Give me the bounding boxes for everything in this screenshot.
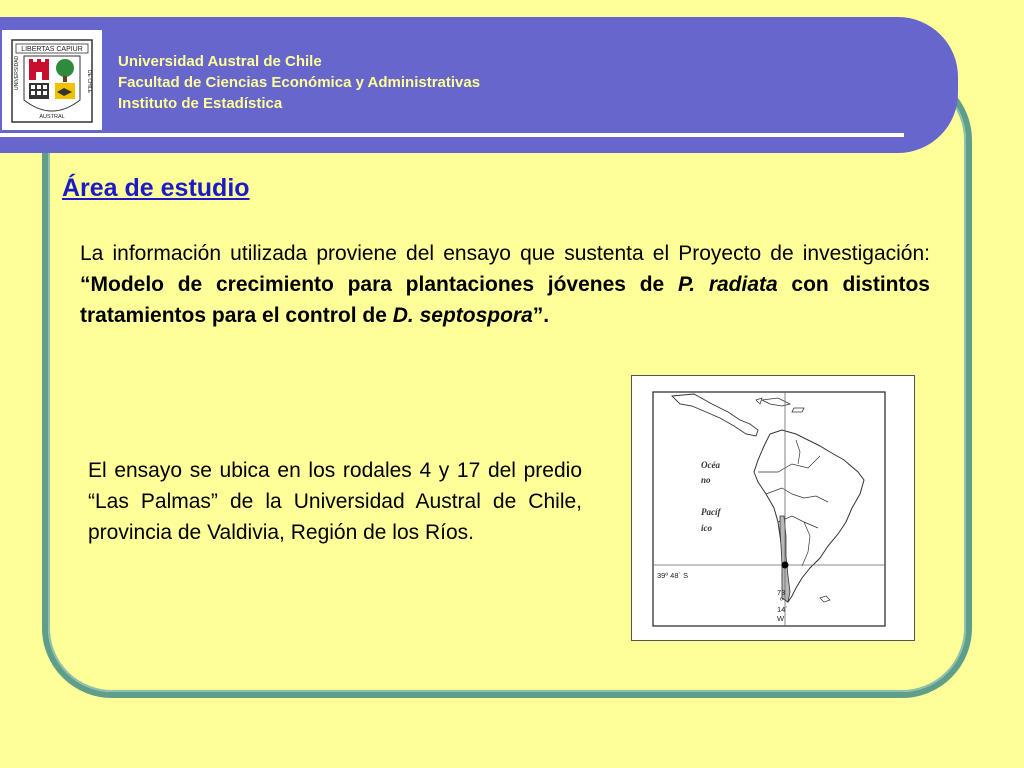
header-faculty: Facultad de Ciencias Económica y Administrativas bbox=[118, 74, 481, 91]
longitude-label-4: W bbox=[777, 614, 785, 623]
university-logo bbox=[2, 30, 102, 130]
para1-intro: La información utilizada proviene del ensayo que sustenta el Proyecto de investigación: bbox=[80, 242, 930, 265]
header-institute: Instituto de Estadística bbox=[118, 95, 283, 112]
university-seal-icon bbox=[2, 30, 102, 130]
south-america-map bbox=[632, 376, 914, 640]
longitude-label-3: 14´ bbox=[777, 605, 788, 614]
project-title-part2: con distintos tratamientos para el control de bbox=[80, 273, 930, 327]
ocean-label-2: no bbox=[701, 475, 711, 485]
svg-text:LIBERTAS CAPIUR: LIBERTAS CAPIUR bbox=[21, 46, 83, 53]
header-text bbox=[118, 51, 480, 114]
pathogen-name: D. septospora bbox=[392, 304, 533, 327]
ocean-label-4: ico bbox=[701, 523, 712, 533]
longitude-label-1: 73 bbox=[777, 588, 786, 597]
header-university: Universidad Austral de Chile bbox=[118, 53, 322, 70]
ocean-label-1: Océa bbox=[701, 460, 720, 470]
header-rule bbox=[0, 133, 904, 137]
latitude-label: 39º 48´ S bbox=[657, 571, 689, 580]
ocean-label-3: Pacíf bbox=[701, 507, 721, 517]
svg-text:UNIVERSIDAD: UNIVERSIDAD bbox=[14, 55, 20, 90]
study-paragraph bbox=[80, 238, 930, 331]
location-map bbox=[631, 375, 915, 641]
longitude-label-2: º bbox=[780, 596, 783, 605]
project-title-part1: “Modelo de crecimiento para plantaciones jóvenes de bbox=[80, 273, 678, 296]
location-paragraph: El ensayo se ubica en los rodales 4 y 17 del predio “Las Palmas” de la Universidad Austral de Chile, provincia de Valdivia, Región de los Ríos. bbox=[88, 459, 582, 544]
project-title-end: ”. bbox=[532, 304, 550, 327]
svg-text:DE CHILE: DE CHILE bbox=[86, 70, 92, 94]
species-name: P. radiata bbox=[677, 273, 778, 296]
section-title: Área de estudio bbox=[62, 174, 250, 202]
svg-text:AUSTRAL: AUSTRAL bbox=[39, 114, 65, 120]
